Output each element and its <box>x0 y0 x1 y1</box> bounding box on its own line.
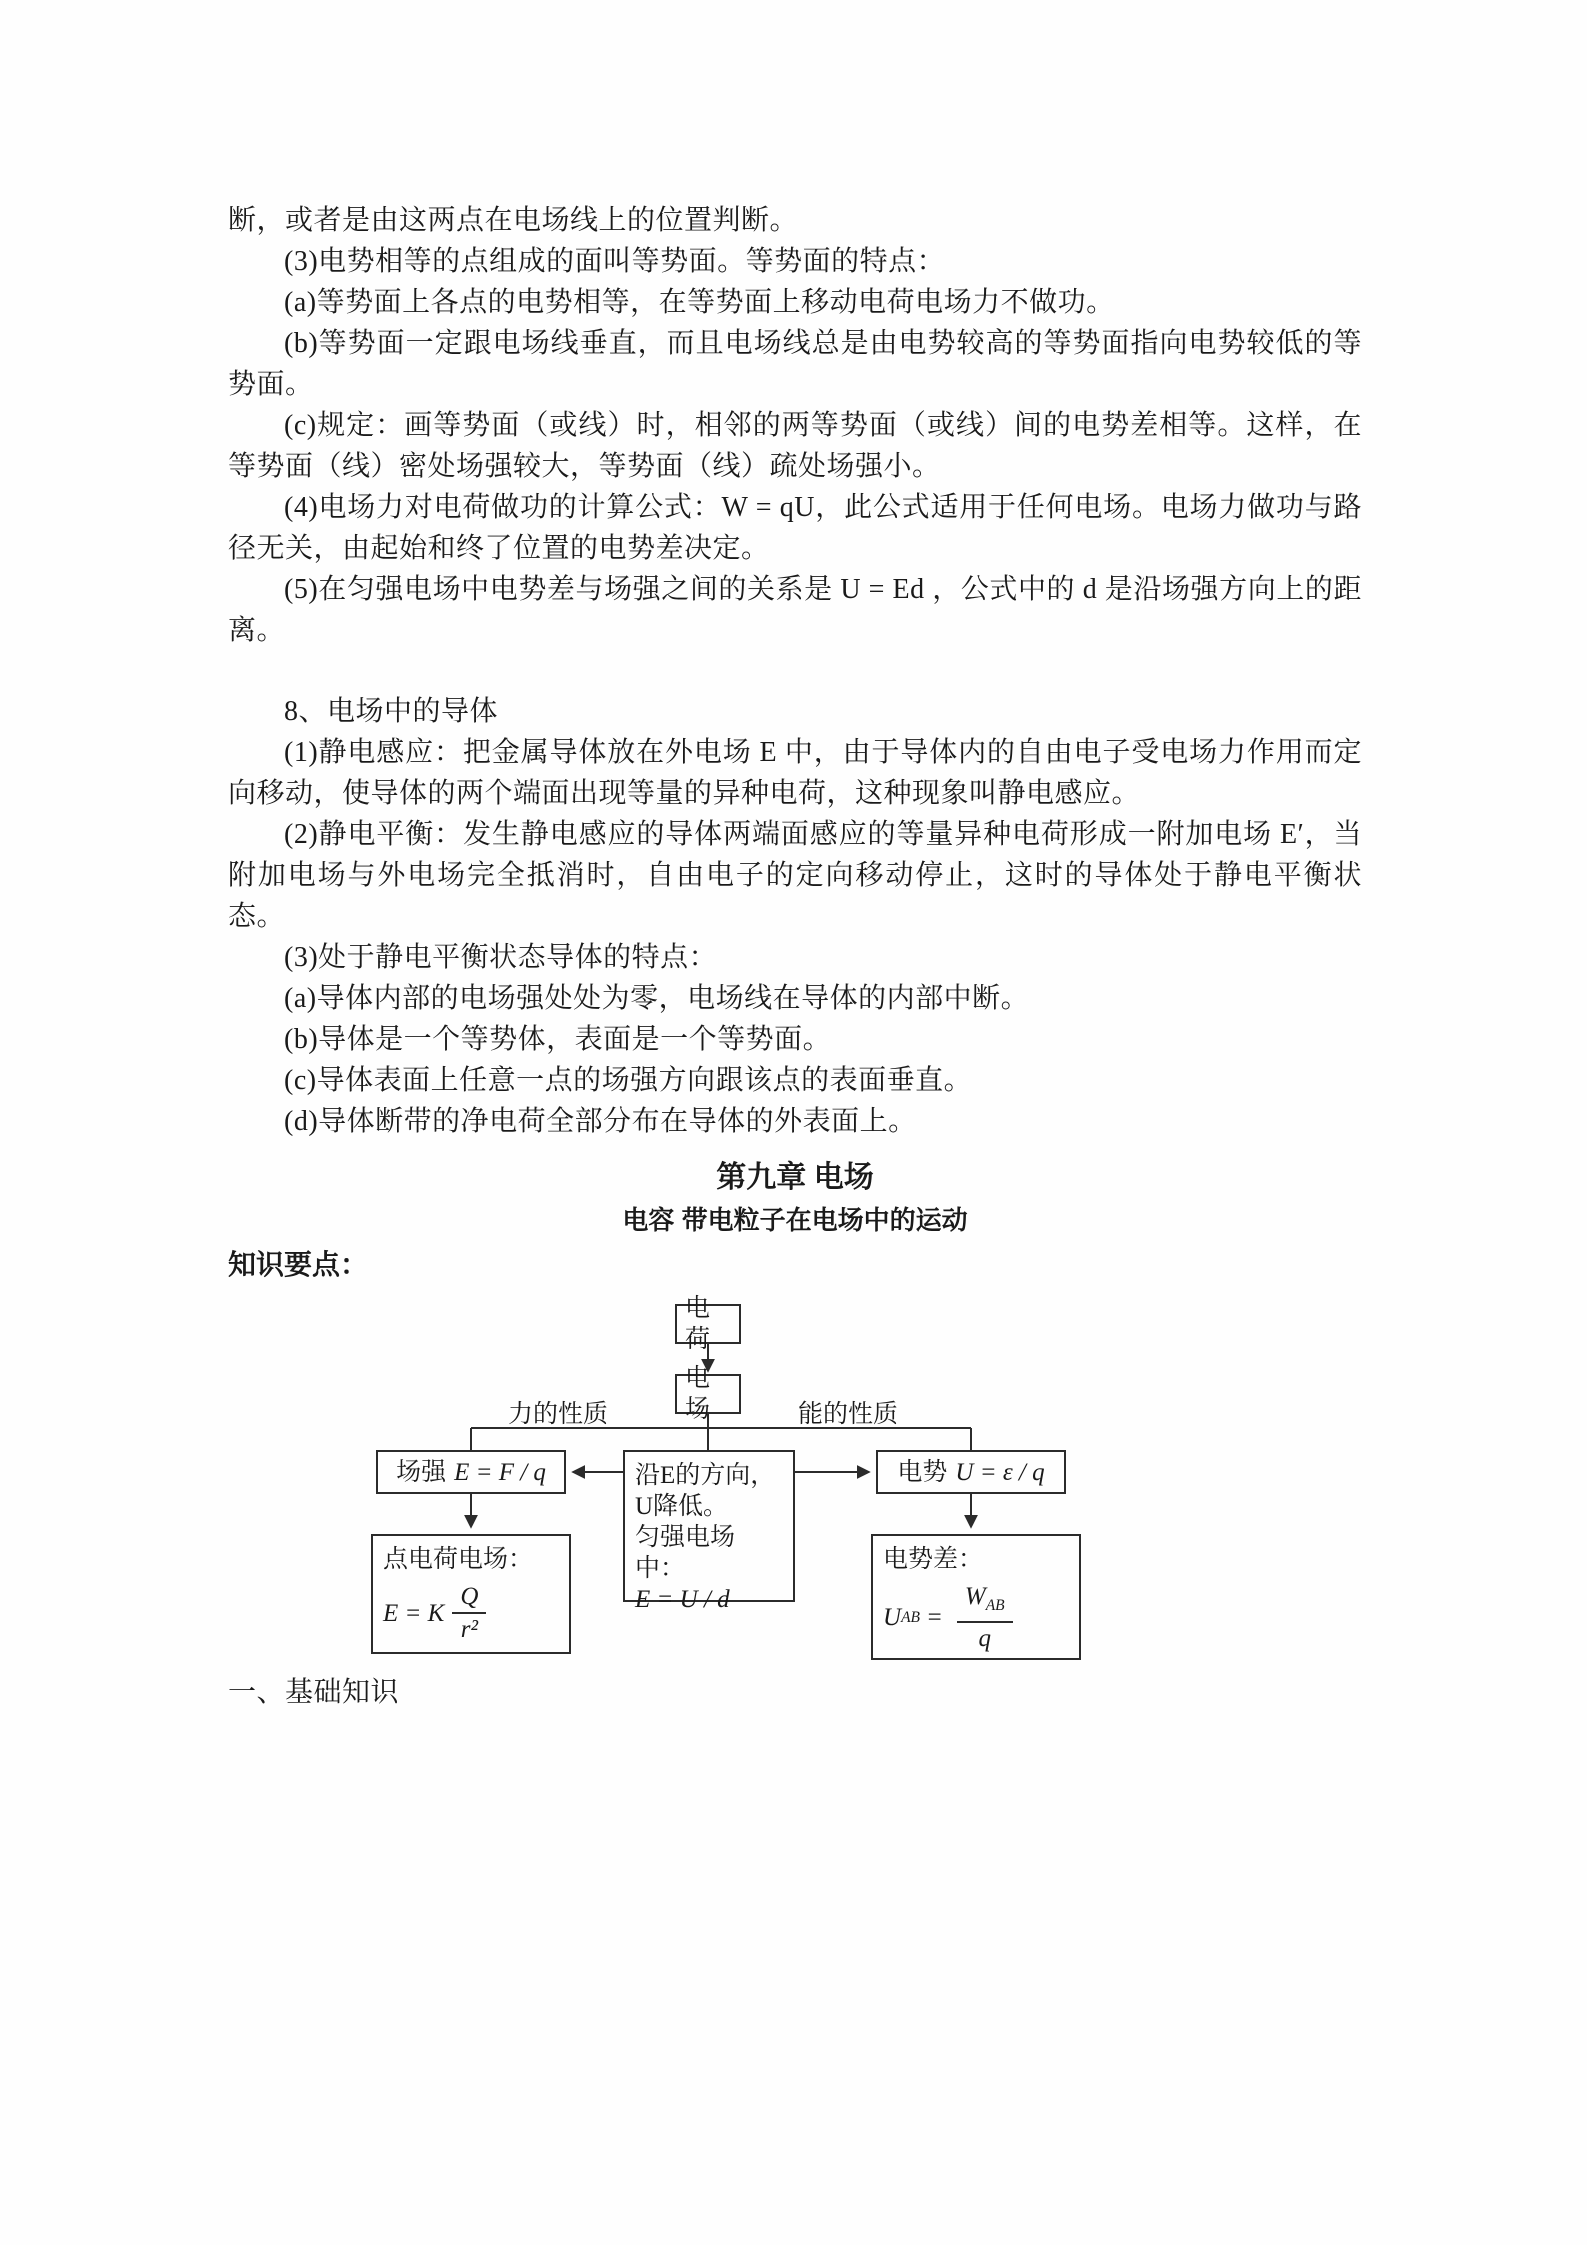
potential-difference-formula <box>883 1581 1013 1654</box>
potential-label: 电势 <box>897 1458 948 1486</box>
fraction-numerator: $W_{AB}$ <box>957 1581 1013 1623</box>
point-charge-formula <box>383 1581 486 1645</box>
pd-lhs-subscript: AB <box>901 1609 920 1626</box>
potential-formula: U = ε / q <box>955 1458 1045 1486</box>
paragraph: (a)导体内部的电场强处处为零，电场线在导体的内部中断。 <box>284 983 1030 1014</box>
paragraph: (a)等势面上各点的电势相等，在等势面上移动电荷电场力不做功。 <box>284 287 1115 318</box>
pd-lhs: U <box>883 1604 902 1631</box>
knowledge-points-label: 知识要点： <box>228 1249 369 1280</box>
fraction <box>957 1581 1013 1654</box>
center-note-line: 沿E的方向， <box>635 1462 776 1489</box>
node-electric-field: 电场 <box>675 1374 741 1414</box>
fraction-denominator: r² <box>460 1616 478 1643</box>
concept-flowchart <box>228 1295 1360 1672</box>
potential-difference-label: 电势差： <box>883 1546 984 1573</box>
node-charge: 电荷 <box>675 1304 741 1344</box>
node-field-direction-note <box>623 1450 795 1613</box>
fraction-numerator: Q <box>452 1581 486 1614</box>
numerator-subscript: AB <box>985 1597 1005 1614</box>
paragraph: (1)静电感应：把金属导体放在外电场 E 中，由于导体内的自由电子受电场力作用而定向移动，使导体的两个端面出现等量的异种电荷，这种现象叫静电感应。 <box>228 737 1362 809</box>
point-charge-label: 点电荷电场： <box>383 1546 534 1573</box>
field-strength-formula: E = F / q <box>454 1458 546 1486</box>
center-note-line: 匀强电场中： <box>635 1524 736 1582</box>
section-subtitle: 电容 带电粒子在电场中的运动 <box>622 1205 968 1235</box>
paragraph: 断，或者是由这两点在电场线上的位置判断。 <box>228 205 799 236</box>
node-field-strength <box>376 1450 566 1494</box>
center-note-line: U降低。 <box>635 1493 729 1520</box>
document-content <box>228 200 1362 1713</box>
section-heading-conductors: 8、电场中的导体 <box>284 696 499 727</box>
paragraph: (d)导体断带的净电荷全部分布在导体的外表面上。 <box>284 1106 917 1137</box>
paragraph: (5)在匀强电场中电势差与场强之间的关系是 U = Ed ，公式中的 d 是沿场强方向上的距离。 <box>228 574 1362 646</box>
point-charge-lhs: E = K <box>383 1599 445 1627</box>
label-energy-property: 能的性质 <box>797 1401 898 1428</box>
fraction-denominator: q <box>978 1625 991 1652</box>
paragraph: (c)导体表面上任意一点的场强方向跟该点的表面垂直。 <box>284 1065 973 1096</box>
paragraph: (2)静电平衡：发生静电感应的导体两端面感应的等量异种电荷形成一附加电场 E′，当附加电场与外电场完全抵消时，自由电子的定向移动停止，这时的导体处于静电平衡状态。 <box>228 819 1362 932</box>
paragraph: (3)处于静电平衡状态导体的特点： <box>284 942 718 973</box>
uniform-field-formula: E = U / d <box>635 1586 730 1613</box>
paragraph: (c)规定：画等势面（或线）时，相邻的两等势面（或线）间的电势差相等。这样，在等势面（线）密处场强较大，等势面（线）疏处场强小。 <box>228 410 1362 482</box>
chapter-title: 第九章 电场 <box>716 1161 874 1194</box>
node-potential-difference <box>871 1534 1081 1660</box>
basics-heading: 一、基础知识 <box>228 1677 400 1708</box>
paragraph: (3)电势相等的点组成的面叫等势面。等势面的特点： <box>284 246 946 277</box>
node-potential <box>876 1450 1066 1494</box>
label-force-property: 力的性质 <box>507 1401 608 1428</box>
fraction <box>452 1581 486 1645</box>
paragraph: (b)等势面一定跟电场线垂直，而且电场线总是由电势较高的等势面指向电势较低的等势面。 <box>228 328 1362 400</box>
paragraph: (4)电场力对电荷做功的计算公式：W = qU，此公式适用于任何电场。电场力做功与路径无关，由起始和终了位置的电势差决定。 <box>228 492 1362 564</box>
equals-sign: = <box>926 1604 943 1631</box>
paragraph: (b)导体是一个等势体，表面是一个等势面。 <box>284 1024 832 1055</box>
field-strength-label: 场强 <box>396 1458 447 1486</box>
node-point-charge-field <box>371 1534 571 1654</box>
